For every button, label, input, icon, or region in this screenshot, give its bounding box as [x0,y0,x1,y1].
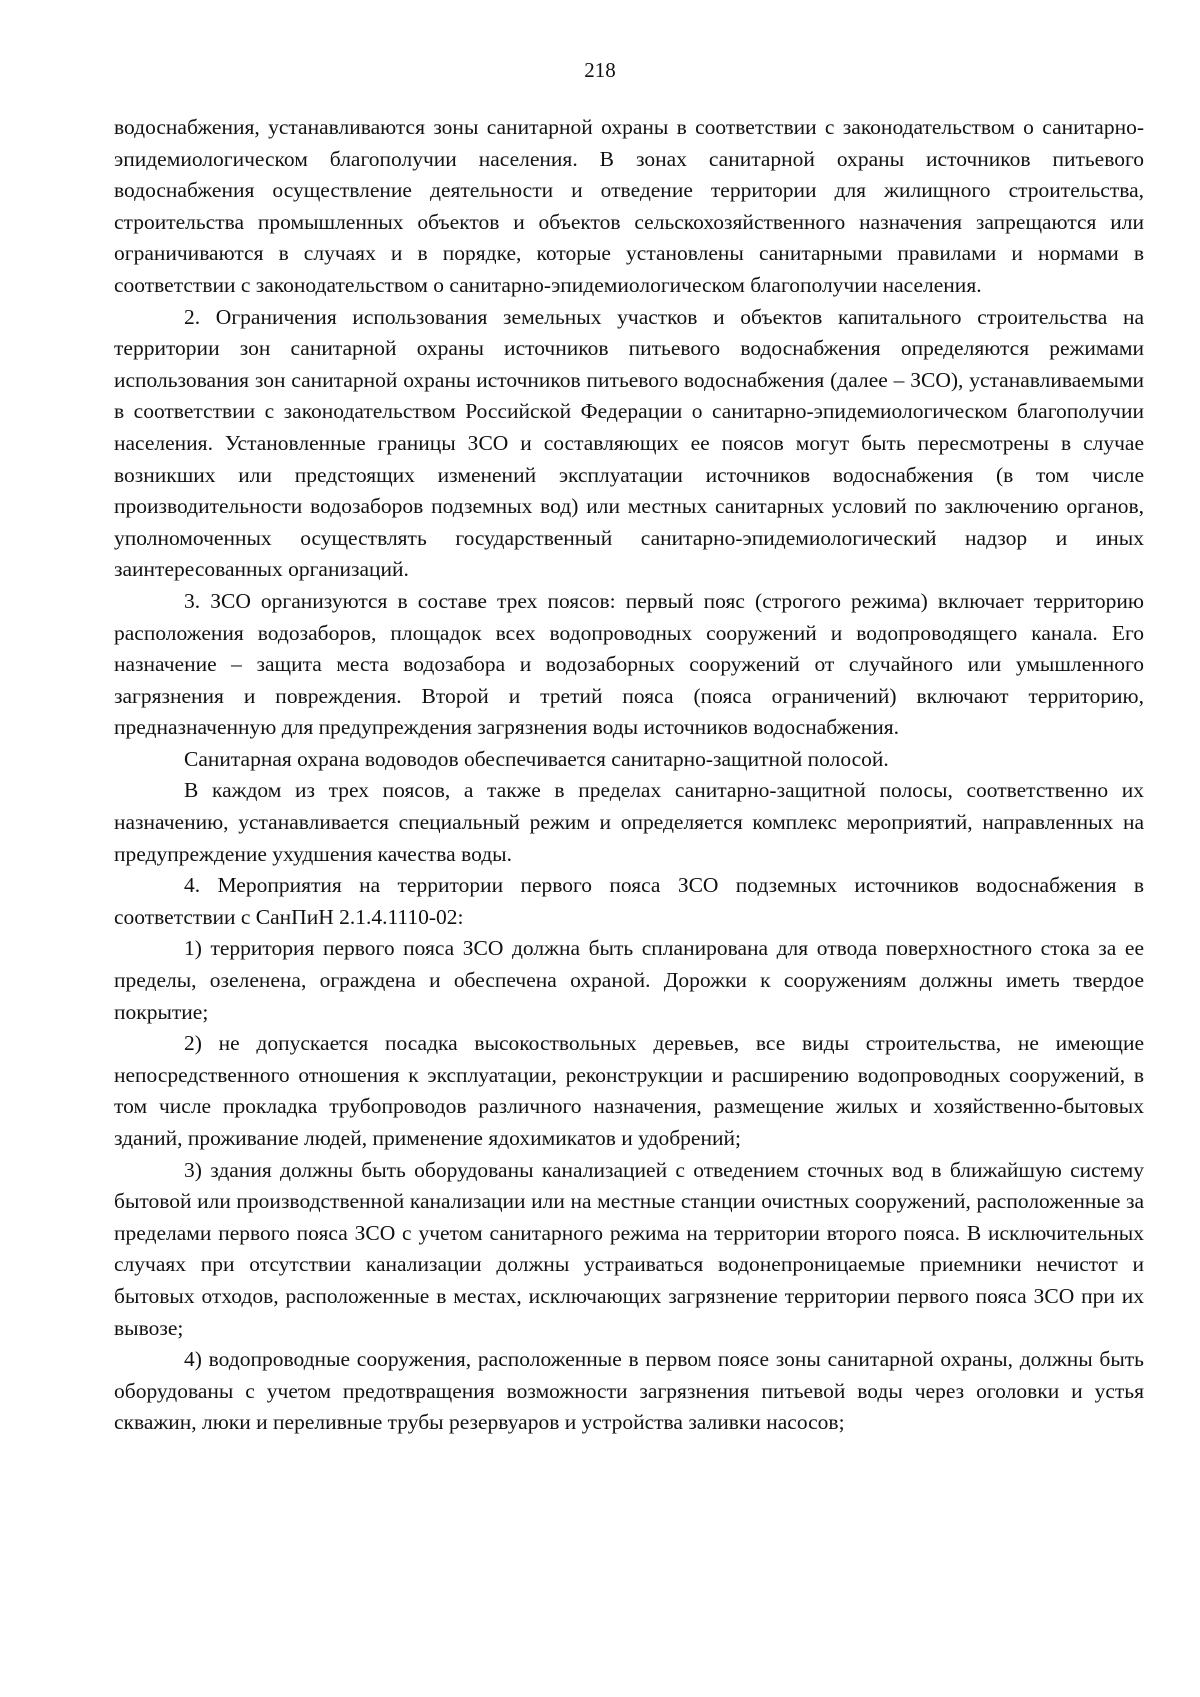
paragraph-belt-regimes: В каждом из трех поясов, а также в пределах санитарно-защитной полосы, соответственно их назначению, устанавливается специальный режим и определяется комплекс мероприятий, направленных на предупреждение ухудшения качества воды. [114,778,1144,866]
page-number: 218 [584,58,616,82]
list-item-3: 3) здания должны быть оборудованы канализацией с отведением сточных вод в ближайшую систему бытовой или производственной канализации или на местные станции очистных сооружений, расположенные за пределами первого пояса ЗСО с учетом санитарного режима на территории второго пояса. В исключительных случаях при отсутствии канализации должны устраиваться водонепроницаемые приемники нечистот и бытовых отходов, расположенные в местах, исключающих загрязнение территории первого пояса ЗСО при их вывозе; [114,1157,1144,1340]
paragraph-2-restrictions: 2. Ограничения использования земельных участков и объектов капитального строительства на территории зон санитарной охраны источников питьевого водоснабжения определяются режимами использования зон санитарной охраны источников питьевого водоснабжения (далее – ЗСО), устанавливаемыми в соответствии с законодательством Российской Федерации о санитарно-эпидемиологическом благополучии населения. Установленные границы ЗСО и составляющих ее поясов могут быть пересмотрены в случае возникших или предстоящих изменений эксплуатации источников водоснабжения (в том числе производительности водозаборов подземных вод) или местных санитарных условий по заключению органов, уполномоченных осуществлять государственный санитарно-эпидемиологический надзор и иных заинтересованных организаций. [114,304,1144,582]
list-item-2: 2) не допускается посадка высокоствольных деревьев, все виды строительства, не имеющие непосредственного отношения к эксплуатации, реконструкции и расширению водопроводных сооружений, в том числе прокладка трубопроводов различного назначения, размещение жилых и хозяйственно-бытовых зданий, проживание людей, применение ядохимикатов и удобрений; [114,1031,1144,1150]
document-body [114,112,1144,1439]
list-item-1: 1) территория первого пояса ЗСО должна быть спланирована для отвода поверхностного стока за ее пределы, озеленена, ограждена и обеспечена охраной. Дорожки к сооружениям должны иметь твердое покрытие; [114,936,1144,1024]
paragraph-3-zso-belts: 3. ЗСО организуются в составе трех поясов: первый пояс (строгого режима) включает территорию расположения водозаборов, площадок всех водопроводных сооружений и водопроводящего канала. Его назначение – защита места водозабора и водозаборных сооружений от случайного или умышленного загрязнения и повреждения. Второй и третий пояса (пояса ограничений) включают территорию, предназначенную для предупреждения загрязнения воды источников водоснабжения. [114,588,1144,740]
list-item-4: 4) водопроводные сооружения, расположенные в первом поясе зоны санитарной охраны, должны быть оборудованы с учетом предотвращения возможности загрязнения питьевой воды через оголовки и устья скважин, люки и переливные трубы резервуаров и устройства заливки насосов; [114,1347,1144,1435]
paragraph-continuation: водоснабжения, устанавливаются зоны санитарной охраны в соответствии с законодательством о санитарно-эпидемиологическом благополучии населения. В зонах санитарной охраны источников питьевого водоснабжения осуществление деятельности и отведение территории для жилищного строительства, строительства промышленных объектов и объектов сельскохозяйственного назначения запрещаются или ограничиваются в случаях и в порядке, которые установлены санитарными правилами и нормами в соответствии с законодательством о санитарно-эпидемиологическом благополучии населения. [114,115,1144,297]
paragraph-sanitary-strip: Санитарная охрана водоводов обеспечивается санитарно-защитной полосой. [184,746,889,771]
paragraph-4-measures: 4. Мероприятия на территории первого пояса ЗСО подземных источников водоснабжения в соответствии с СанПиН 2.1.4.1110-02: [114,873,1144,929]
